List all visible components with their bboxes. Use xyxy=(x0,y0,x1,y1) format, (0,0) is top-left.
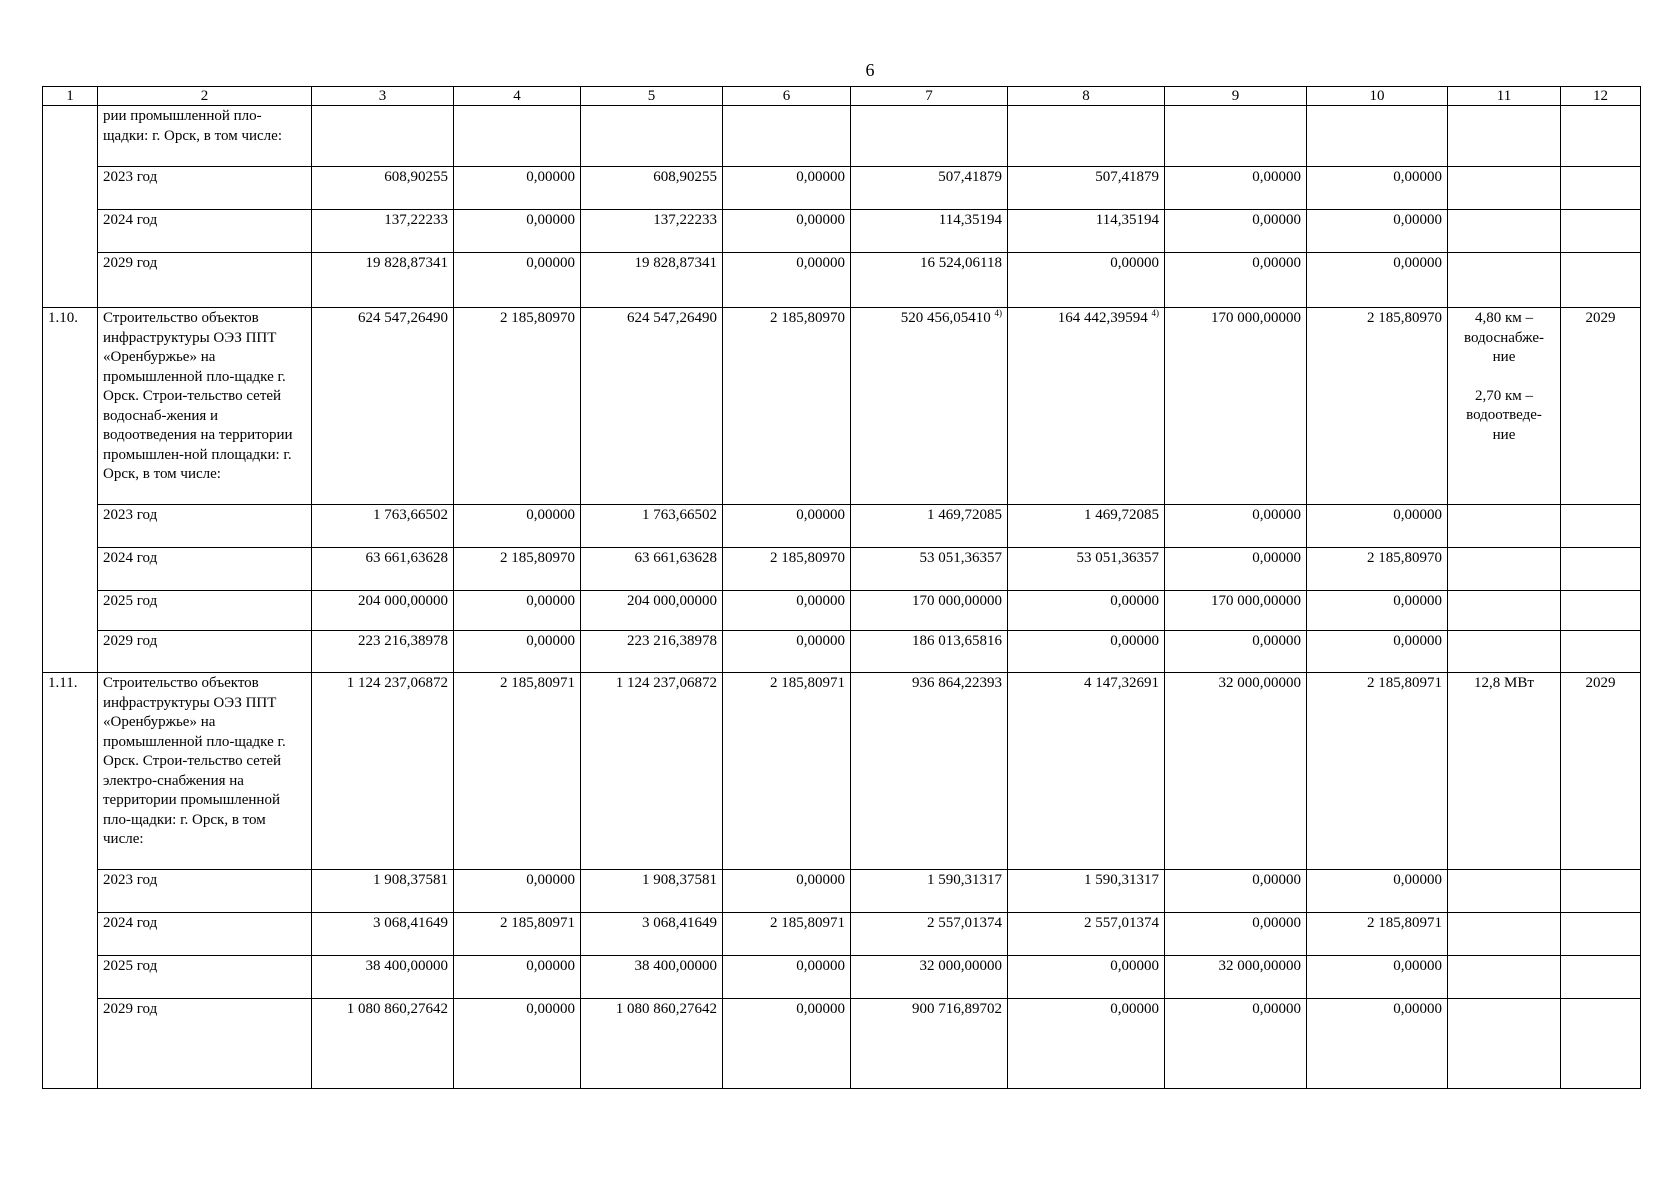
year-label: 2024 год xyxy=(98,913,312,956)
value-cell: 114,35194 xyxy=(851,210,1008,253)
value-cell: 0,00000 xyxy=(1307,999,1448,1089)
value-cell: 2 185,80970 xyxy=(454,308,581,505)
value-cell: 63 661,63628 xyxy=(312,548,454,591)
year-row xyxy=(43,548,1641,591)
value-cell: 38 400,00000 xyxy=(581,956,723,999)
value-cell: 0,00000 xyxy=(1307,870,1448,913)
column-number: 4 xyxy=(454,87,581,106)
value-cell: 63 661,63628 xyxy=(581,548,723,591)
column-number: 8 xyxy=(1008,87,1165,106)
value-cell: 137,22233 xyxy=(312,210,454,253)
value-cell: 0,00000 xyxy=(723,253,851,308)
value-cell: 0,00000 xyxy=(454,956,581,999)
value-cell: 2 185,80971 xyxy=(454,913,581,956)
value-cell: 204 000,00000 xyxy=(581,591,723,631)
capacity-line: водоотведе- xyxy=(1466,407,1542,423)
year-row xyxy=(43,591,1641,631)
value-cell: 3 068,41649 xyxy=(312,913,454,956)
item-description: рии промышленной пло-щадки: г. Орск, в том числе: xyxy=(98,106,312,167)
value-cell: 170 000,00000 xyxy=(1165,591,1307,631)
value-cell: 0,00000 xyxy=(1307,631,1448,673)
value-cell: 0,00000 xyxy=(1307,591,1448,631)
year-label: 2025 год xyxy=(98,591,312,631)
completion-year: 2029 xyxy=(1561,673,1641,870)
value-cell: 0,00000 xyxy=(454,631,581,673)
column-number: 3 xyxy=(312,87,454,106)
value-cell: 1 469,72085 xyxy=(1008,505,1165,548)
year-label: 2023 год xyxy=(98,870,312,913)
value-cell: 0,00000 xyxy=(1307,167,1448,210)
value-cell: 0,00000 xyxy=(1165,505,1307,548)
value-cell: 0,00000 xyxy=(1008,631,1165,673)
value-cell: 2 185,80970 xyxy=(723,308,851,505)
value-cell: 2 185,80971 xyxy=(1307,673,1448,870)
item-index: 1.11. xyxy=(43,673,98,1089)
value: 520 456,05410 xyxy=(900,310,991,326)
year-label: 2024 год xyxy=(98,210,312,253)
column-number: 1 xyxy=(43,87,98,106)
value-cell: 16 524,06118 xyxy=(851,253,1008,308)
value-cell: 0,00000 xyxy=(1307,505,1448,548)
value-cell: 223 216,38978 xyxy=(312,631,454,673)
value: 164 442,39594 xyxy=(1057,310,1148,326)
value-cell: 223 216,38978 xyxy=(581,631,723,673)
value-cell: 2 185,80970 xyxy=(1307,308,1448,505)
value-cell: 2 185,80971 xyxy=(1307,913,1448,956)
value-cell: 19 828,87341 xyxy=(312,253,454,308)
value-cell: 2 185,80970 xyxy=(454,548,581,591)
year-label: 2029 год xyxy=(98,631,312,673)
value-cell: 2 185,80971 xyxy=(454,673,581,870)
value-cell: 0,00000 xyxy=(454,505,581,548)
capacity-line: 2,70 км – xyxy=(1474,387,1534,404)
value-cell: 114,35194 xyxy=(1008,210,1165,253)
value-cell: 0,00000 xyxy=(1165,167,1307,210)
item-row-1-10 xyxy=(43,308,1641,505)
value-cell: 0,00000 xyxy=(454,210,581,253)
value-cell: 0,00000 xyxy=(723,167,851,210)
year-label: 2025 год xyxy=(98,956,312,999)
value-cell: 3 068,41649 xyxy=(581,913,723,956)
value-cell: 0,00000 xyxy=(1165,913,1307,956)
value-cell: 0,00000 xyxy=(454,870,581,913)
value-cell: 170 000,00000 xyxy=(1165,308,1307,505)
value-cell: 900 716,89702 xyxy=(851,999,1008,1089)
year-row xyxy=(43,956,1641,999)
value-cell: 1 763,66502 xyxy=(581,505,723,548)
value-cell: 507,41879 xyxy=(1008,167,1165,210)
item-description: Строительство объектов инфраструктуры ОЭЗ ППТ «Оренбуржье» на промышленной пло-щадке г. Орск. Строи-тельство сетей электро-снабжения на территории промышленной пло-щадки: г. Орск, в том числе: xyxy=(98,673,312,870)
footnote-mark: 4) xyxy=(994,308,1002,318)
value-cell: 0,00000 xyxy=(454,591,581,631)
value-cell: 53 051,36357 xyxy=(851,548,1008,591)
item-index: 1.10. xyxy=(43,308,98,673)
value-cell-with-footnote xyxy=(1008,308,1165,505)
value-cell: 1 908,37581 xyxy=(581,870,723,913)
value-cell: 2 185,80970 xyxy=(1307,548,1448,591)
value-cell: 2 185,80971 xyxy=(723,913,851,956)
capacity-line: ние xyxy=(1492,349,1516,365)
capacity-line: водоснабже- xyxy=(1464,329,1544,346)
value-cell: 0,00000 xyxy=(723,956,851,999)
year-row xyxy=(43,167,1641,210)
column-number: 10 xyxy=(1307,87,1448,106)
value-cell: 0,00000 xyxy=(723,210,851,253)
year-row xyxy=(43,913,1641,956)
column-number: 2 xyxy=(98,87,312,106)
value-cell: 38 400,00000 xyxy=(312,956,454,999)
value-cell: 507,41879 xyxy=(851,167,1008,210)
capacity-note xyxy=(1448,308,1561,505)
value-cell: 0,00000 xyxy=(1008,956,1165,999)
value-cell: 608,90255 xyxy=(581,167,723,210)
value-cell: 0,00000 xyxy=(454,253,581,308)
value-cell: 53 051,36357 xyxy=(1008,548,1165,591)
value-cell: 19 828,87341 xyxy=(581,253,723,308)
year-label: 2024 год xyxy=(98,548,312,591)
value-cell: 2 557,01374 xyxy=(851,913,1008,956)
column-number: 5 xyxy=(581,87,723,106)
value-cell: 0,00000 xyxy=(723,999,851,1089)
year-row xyxy=(43,253,1641,308)
value-cell: 0,00000 xyxy=(1008,591,1165,631)
value-cell: 1 080 860,27642 xyxy=(312,999,454,1089)
value-cell: 1 763,66502 xyxy=(312,505,454,548)
value-cell: 608,90255 xyxy=(312,167,454,210)
value-cell: 2 185,80971 xyxy=(723,673,851,870)
item-index-cell xyxy=(43,106,98,308)
column-number: 6 xyxy=(723,87,851,106)
value-cell: 0,00000 xyxy=(1307,253,1448,308)
value-cell: 1 124 237,06872 xyxy=(312,673,454,870)
capacity-line: 4,80 км – xyxy=(1474,310,1534,326)
column-number: 7 xyxy=(851,87,1008,106)
value-cell: 32 000,00000 xyxy=(1165,956,1307,999)
value-cell: 0,00000 xyxy=(1165,210,1307,253)
footnote-mark: 4) xyxy=(1151,308,1159,318)
value-cell: 0,00000 xyxy=(1307,956,1448,999)
year-label: 2023 год xyxy=(98,505,312,548)
value-cell: 0,00000 xyxy=(1165,870,1307,913)
value-cell: 0,00000 xyxy=(1008,999,1165,1089)
value-cell: 170 000,00000 xyxy=(851,591,1008,631)
value-cell: 0,00000 xyxy=(723,591,851,631)
column-number-row xyxy=(43,87,1641,106)
financing-table xyxy=(42,86,1641,1089)
value-cell: 1 469,72085 xyxy=(851,505,1008,548)
value-cell: 2 557,01374 xyxy=(1008,913,1165,956)
capacity-line: ние xyxy=(1492,426,1516,443)
value-cell: 1 080 860,27642 xyxy=(581,999,723,1089)
year-label: 2029 год xyxy=(98,999,312,1089)
value-cell: 624 547,26490 xyxy=(581,308,723,505)
year-row xyxy=(43,505,1641,548)
page-number: 6 xyxy=(865,60,875,80)
value-cell: 0,00000 xyxy=(723,505,851,548)
item-description: Строительство объектов инфраструктуры ОЭЗ ППТ «Оренбуржье» на промышленной пло-щадке г. Орск. Строи-тельство сетей водоснаб-жения и водоотведения на территории промышлен-ной площадки: г. Орск, в том числе: xyxy=(98,308,312,505)
column-number: 12 xyxy=(1561,87,1641,106)
value-cell: 2 185,80970 xyxy=(723,548,851,591)
value-cell: 0,00000 xyxy=(723,631,851,673)
value-cell: 204 000,00000 xyxy=(312,591,454,631)
value-cell: 137,22233 xyxy=(581,210,723,253)
value-cell: 0,00000 xyxy=(1307,210,1448,253)
column-number: 11 xyxy=(1448,87,1561,106)
value-cell: 32 000,00000 xyxy=(1165,673,1307,870)
value-cell-with-footnote xyxy=(851,308,1008,505)
value-cell: 0,00000 xyxy=(1008,253,1165,308)
year-label: 2023 год xyxy=(98,167,312,210)
year-label: 2029 год xyxy=(98,253,312,308)
year-row xyxy=(43,210,1641,253)
value-cell: 624 547,26490 xyxy=(312,308,454,505)
value-cell: 0,00000 xyxy=(1165,548,1307,591)
continued-item-row xyxy=(43,106,1641,167)
value-cell: 1 590,31317 xyxy=(851,870,1008,913)
value-cell: 0,00000 xyxy=(1165,999,1307,1089)
value-cell: 0,00000 xyxy=(1165,631,1307,673)
value-cell: 1 908,37581 xyxy=(312,870,454,913)
value-cell: 0,00000 xyxy=(1165,253,1307,308)
value-cell: 0,00000 xyxy=(723,870,851,913)
value-cell: 0,00000 xyxy=(454,167,581,210)
completion-year: 2029 xyxy=(1561,308,1641,505)
value-cell: 186 013,65816 xyxy=(851,631,1008,673)
year-row xyxy=(43,870,1641,913)
value-cell: 32 000,00000 xyxy=(851,956,1008,999)
year-row xyxy=(43,631,1641,673)
item-row-1-11 xyxy=(43,673,1641,870)
value-cell: 1 590,31317 xyxy=(1008,870,1165,913)
value-cell: 936 864,22393 xyxy=(851,673,1008,870)
value-cell: 0,00000 xyxy=(454,999,581,1089)
column-number: 9 xyxy=(1165,87,1307,106)
value-cell: 1 124 237,06872 xyxy=(581,673,723,870)
capacity-note: 12,8 МВт xyxy=(1448,673,1561,870)
value-cell: 4 147,32691 xyxy=(1008,673,1165,870)
year-row xyxy=(43,999,1641,1089)
